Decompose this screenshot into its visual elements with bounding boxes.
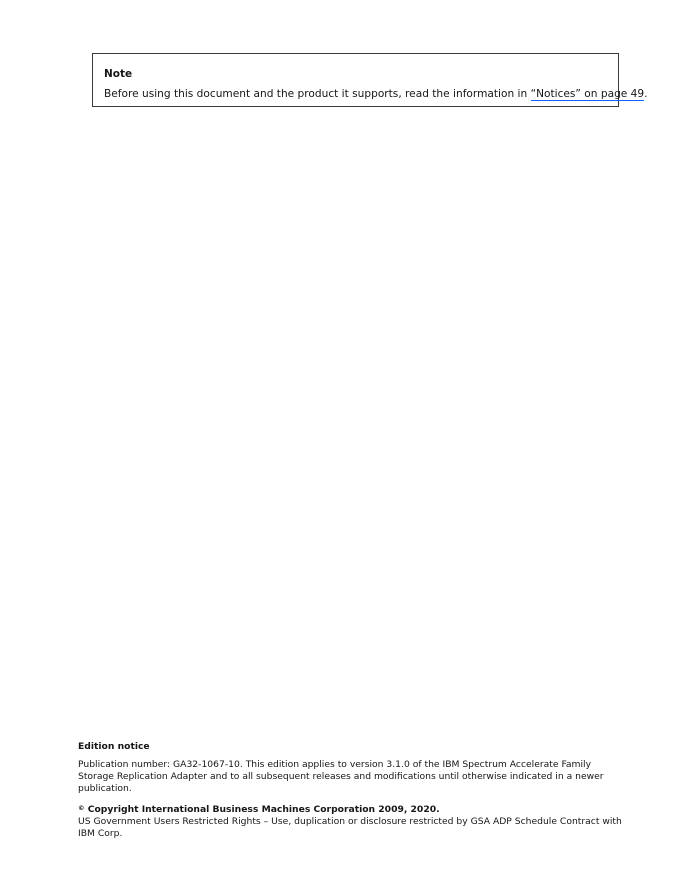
- note-text: [104, 87, 648, 101]
- edition-notice: [78, 741, 626, 840]
- restricted-rights-text: US Government Users Restricted Rights – Use, duplication or disclosure restricted by GSA ADP Schedule Contract with IBM Corp.: [78, 816, 622, 839]
- copyright-text: Copyright International Business Machines Corporation 2009, 2020.: [84, 804, 440, 815]
- edition-notice-title: Edition notice: [78, 741, 150, 752]
- note-text-after: .: [644, 88, 648, 100]
- copyright-line: [78, 802, 626, 816]
- note-title: Note: [104, 68, 133, 80]
- note-box: [92, 53, 648, 107]
- publication-text: Publication number: GA32-1067-10. This edition applies to version 3.1.0 of the IBM Spectrum Accelerate Family Storage Replication Adapter and to all subsequent releases and modifications until otherwise indicated in a newer publication.: [78, 759, 604, 794]
- note-text-before: Before using this document and the product it supports, read the information in: [104, 88, 531, 100]
- copyright-symbol: ©: [78, 804, 85, 812]
- notices-link[interactable]: “Notices” on page 49: [530, 88, 645, 100]
